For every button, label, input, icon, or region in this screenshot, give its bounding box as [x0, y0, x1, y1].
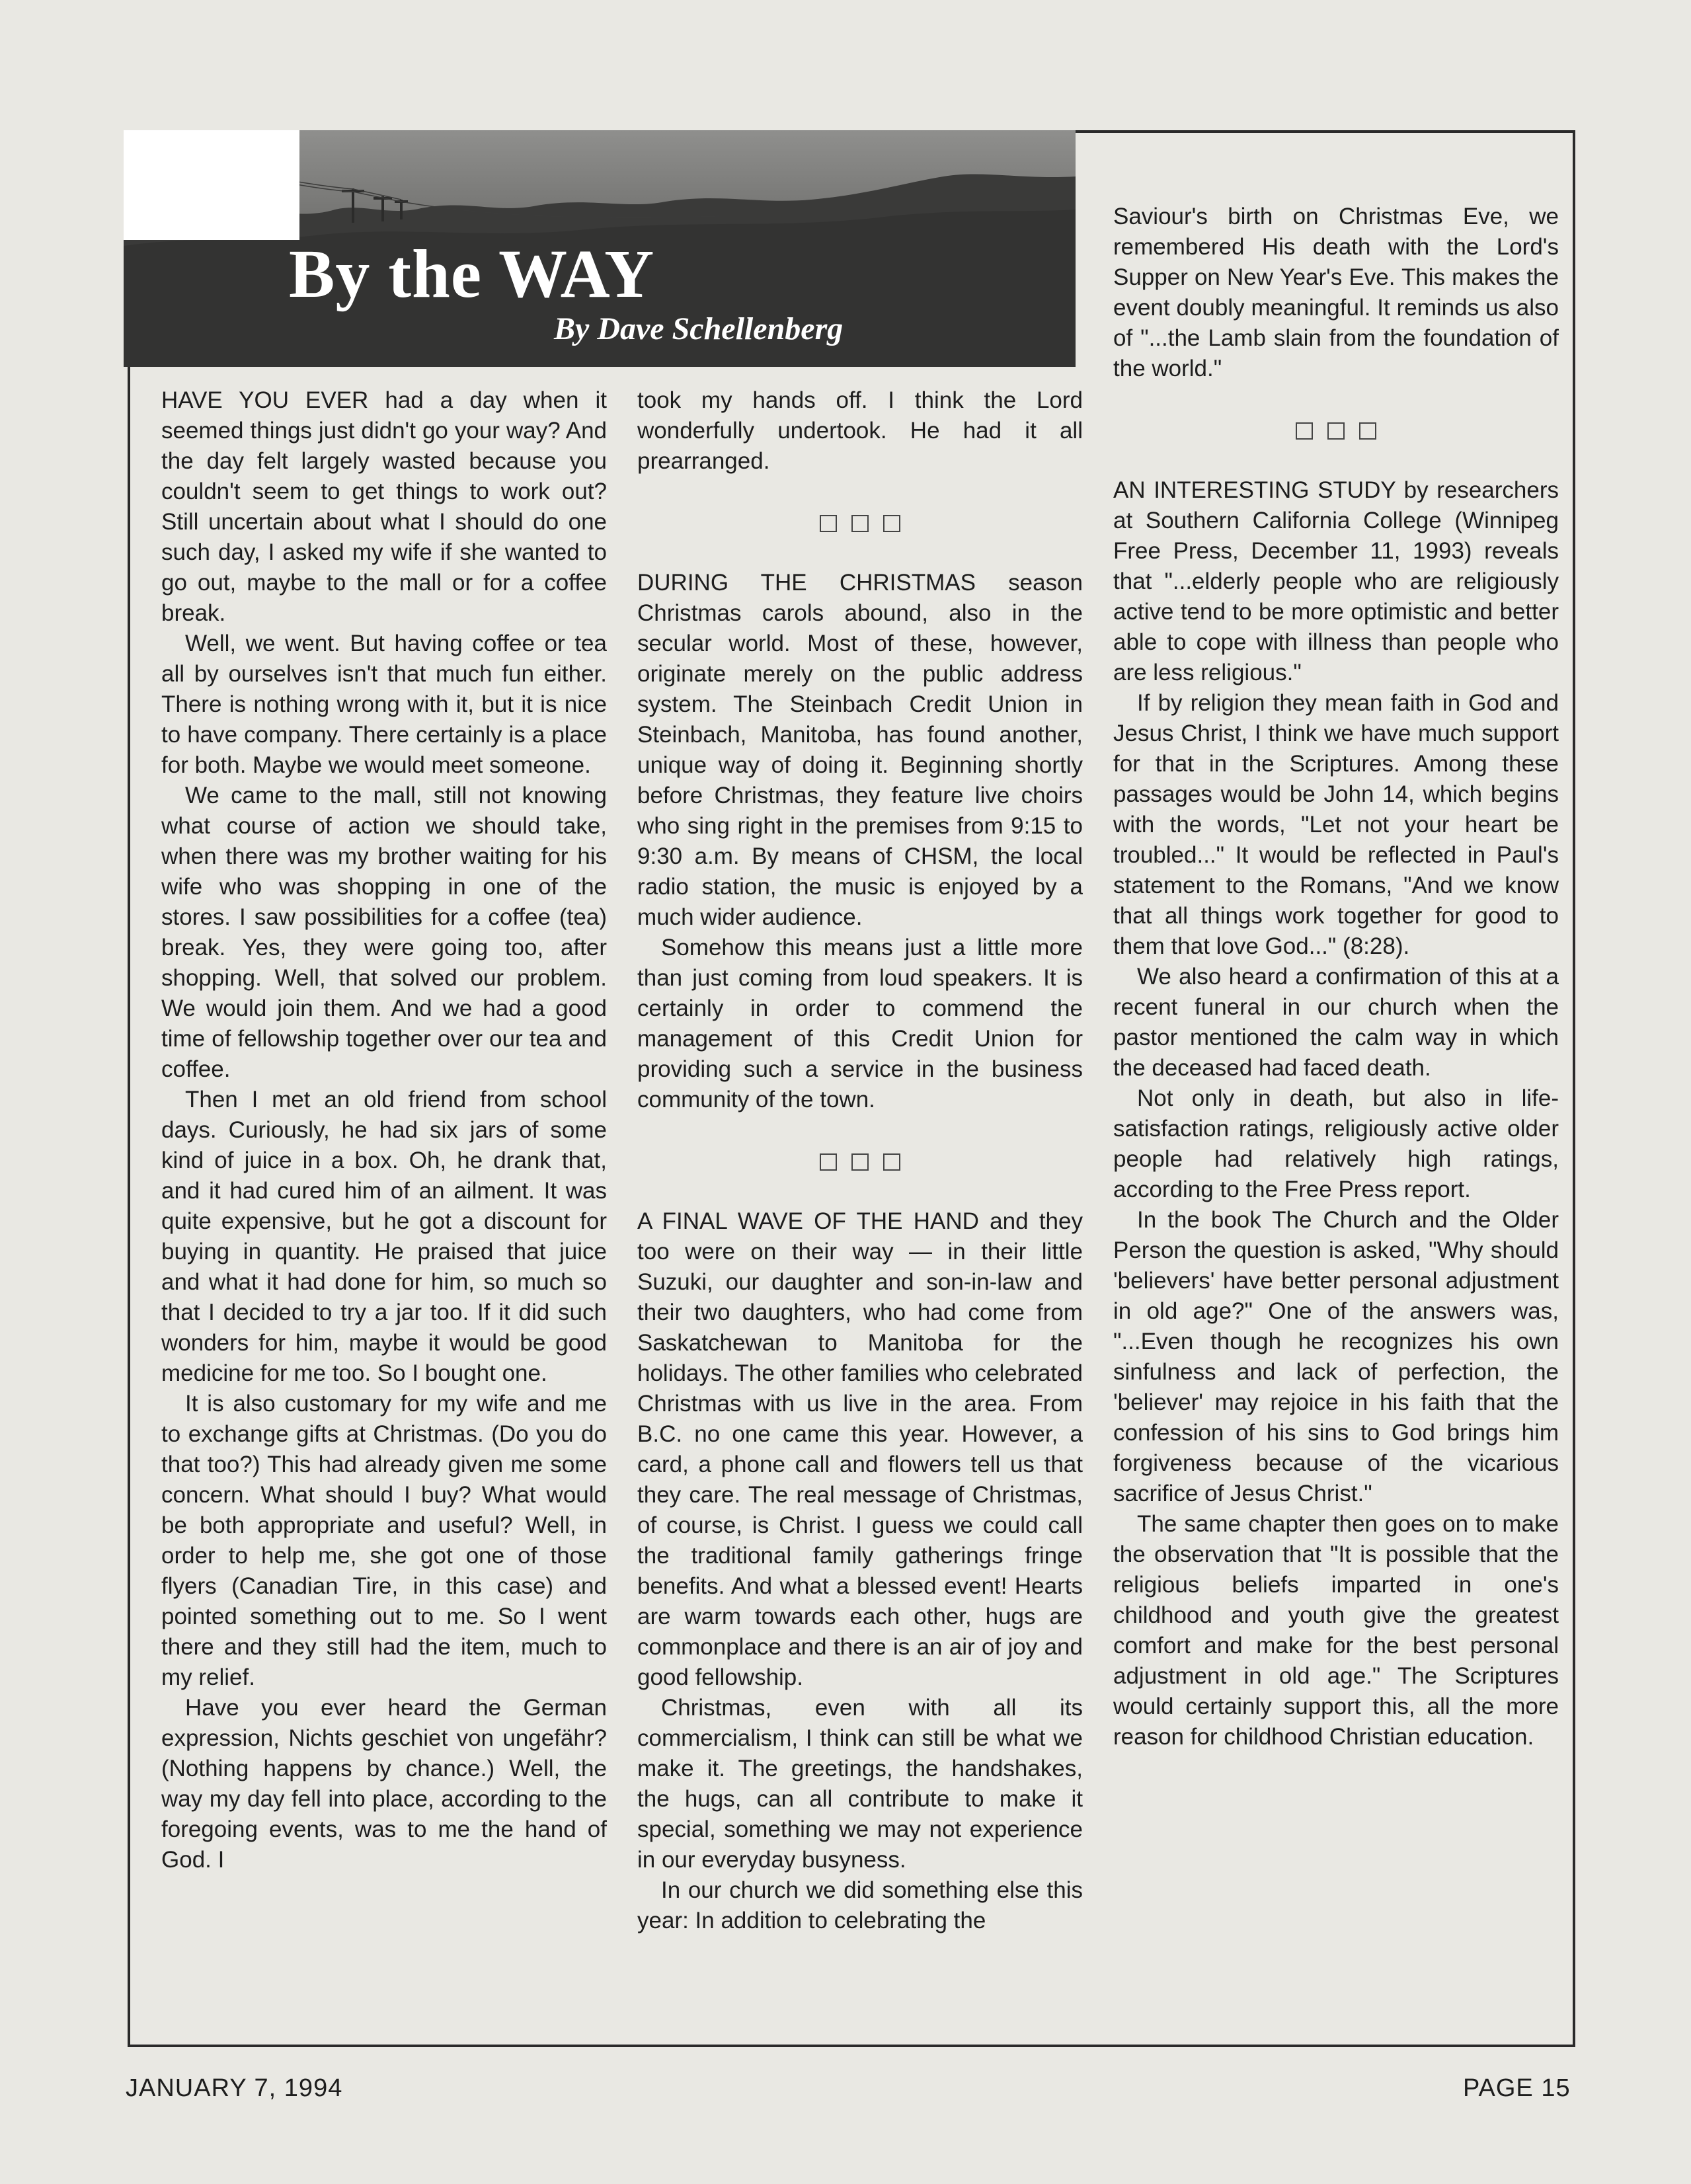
paragraph: In the book The Church and the Older Person the question is asked, "Why should 'believers' have better personal adjustment in old age?" One of the answers was, "...Even though he recognizes his own sinfulness and lack of perfection, the 'believer' may rejoice in his faith that the confession of his sins to God brings him forgiveness because of the vicarious sacrifice of Jesus Christ." [1113, 1207, 1559, 1506]
paragraph: In our church we did something else this year: In addition to celebrating the [637, 1877, 1083, 1933]
paragraph: It is also customary for my wife and me to exchange gifts at Christmas. (Do you do that too?) This had already given me some concern. What should I buy? What would be both appropriate and useful? Well, in order to help me, she got one of those flyers (Canadian Tire, in this case) and pointed something out to me. So I went there and they still had the item, much to my relief. [161, 1391, 607, 1690]
square-icon [1327, 422, 1345, 440]
square-icon [820, 1153, 837, 1171]
section-separator [637, 507, 1083, 537]
paragraph: The same chapter then goes on to make the observation that "It is possible that the religious beliefs imparted in one's childhood and youth give the greatest comfort and make for the best personal adjustment in old age." The Scriptures would certainly support this, all the more reason for childhood Christian education. [1113, 1511, 1559, 1750]
square-icon [851, 515, 869, 532]
paragraph: A FINAL WAVE OF THE HAND and they too were on their way — in their little Suzuki, our daughter and son-in-law and their two daughters, who had come from Saskatchewan to Manitoba for the holidays. The other families who celebrated Christmas with us live in the area. From B.C. no one came this year. However, a card, a phone call and flowers tell us that they care. The real message of Christmas, of course, is Christ. I guess we could call the traditional family gatherings fringe benefits. And what a blessed event! Hearts are warm towards each other, hugs are commonplace and there is an air of joy and good fellowship. [637, 1208, 1083, 1690]
square-icon [820, 515, 837, 532]
paragraph: took my hands off. I think the Lord wonderfully undertook. He had it all prearranged. [637, 387, 1083, 474]
paragraph: Then I met an old friend from school days. Curiously, he had six jars of some kind of juice in a box. Oh, he drank that, and it had cured him of an ailment. It was quite expensive, but he got a discount for buying in quantity. He praised that juice and what it had done for him, so much so that I decided to try a jar too. If it did such wonders for him, maybe it would be good medicine for me too. So I bought one. [161, 1087, 607, 1386]
square-icon [883, 515, 900, 532]
blank-corner-patch [124, 130, 299, 240]
footer-date: JANUARY 7, 1994 [126, 2074, 343, 2102]
article-column-2 [637, 385, 1083, 1936]
paragraph: Not only in death, but also in life-satisfaction ratings, religiously active older people had relatively high ratings, according to the Free Press report. [1113, 1085, 1559, 1202]
square-icon [851, 1153, 869, 1171]
paragraph: We also heard a confirmation of this at a recent funeral in our church when the pastor mentioned the calm way in which the deceased had faced death. [1113, 964, 1559, 1081]
paragraph: Have you ever heard the German expression, Nichts geschiet von ungefähr? (Nothing happens by chance.) Well, the way my day fell into place, according to the foregoing events, was to me the hand of God. I [161, 1695, 607, 1873]
column-title: By the WAY [289, 236, 655, 312]
paragraph: Saviour's birth on Christmas Eve, we remembered His death with the Lord's Supper on New Year's Eve. This makes the event doubly meaningful. It reminds us also of "...the Lamb slain from the foundation of the world." [1113, 204, 1559, 381]
page-number: PAGE 15 [1463, 2074, 1571, 2102]
square-icon [1359, 422, 1376, 440]
paragraph: AN INTERESTING STUDY by researchers at Southern California College (Winnipeg Free Press, December 11, 1993) reveals that "...elderly people who are religiously active tend to be more optimistic and better able to cope with illness than people who are less religious." [1113, 477, 1559, 685]
article-column-1 [161, 385, 607, 1875]
section-separator [637, 1146, 1083, 1176]
paragraph: Somehow this means just a little more than just coming from loud speakers. It is certainly in order to commend the management of this Credit Union for providing such a service in the business community of the town. [637, 935, 1083, 1112]
square-icon [883, 1153, 900, 1171]
paragraph: We came to the mall, still not knowing what course of action we should take, when there was my brother waiting for his wife who was shopping in one of the stores. I saw possibilities for a coffee (tea) break. Yes, they were going too, after shopping. Well, that solved our problem. We would join them. And we had a good time of fellowship together over our tea and coffee. [161, 783, 607, 1082]
paragraph: Well, we went. But having coffee or tea all by ourselves isn't that much fun either. There is nothing wrong with it, but it is nice to have company. There certainly is a place for both. Maybe we would meet someone. [161, 631, 607, 778]
paragraph: HAVE YOU EVER had a day when it seemed things just didn't go your way? And the day felt largely wasted because you couldn't seem to get things to work out? Still uncertain about what I should do one such day, I asked my wife if she wanted to go out, maybe to the mall or for a coffee break. [161, 387, 607, 626]
paragraph: DURING THE CHRISTMAS season Christmas carols abound, also in the secular world. Most of these, however, originate merely on the public address system. The Steinbach Credit Union in Steinbach, Manitoba, has found another, unique way of doing it. Beginning shortly before Christmas, they feature live choirs who sing right in the premises from 9:15 to 9:30 a.m. By means of CHSM, the local radio station, the music is enjoyed by a much wider audience. [637, 570, 1083, 930]
section-separator [1113, 414, 1559, 445]
paragraph: Christmas, even with all its commercialism, I think can still be what we make it. The greetings, the handshakes, the hugs, can all contribute to make it special, something we may not experience in our everyday busyness. [637, 1695, 1083, 1873]
byline: By Dave Schellenberg [554, 311, 844, 346]
paragraph: If by religion they mean faith in God and Jesus Christ, I think we have much support for that in the Scriptures. Among these passages would be John 14, which begins with the words, "Let not your heart be troubled..." It would be reflected in Paul's statement to the Romans, "And we know that all things work together for good to them that love God..." (8:28). [1113, 690, 1559, 959]
article-column-3 [1113, 202, 1559, 1752]
square-icon [1296, 422, 1313, 440]
